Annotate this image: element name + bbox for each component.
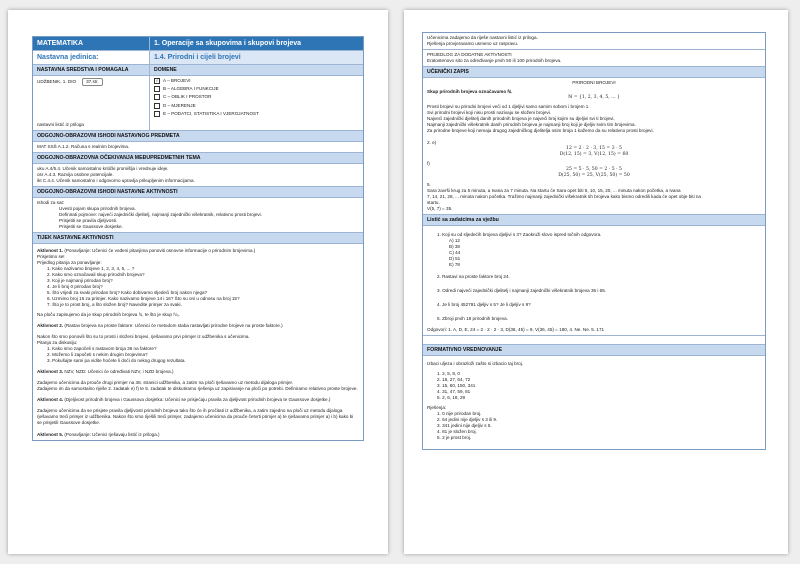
example-2e-line: D(12, 15) = 3, V(12, 15) = 60: [559, 152, 629, 157]
act2-line: Nakon što smo ponovili što su to prosti i složeni brojevi, rješavamo prvi primjer iz udžbenika s učenicima.: [37, 334, 250, 339]
notes-set-label: Skup prirodnih brojeva označavamo ℕ.: [427, 89, 513, 94]
textbook-label: UDŽBENIK, 1. DIO: [37, 79, 77, 84]
resources-domains-row: [33, 65, 363, 131]
worksheet-answers: Odgovori: 1. A, D, E, 24 = 2 · 2 · 2 · 3, D(36, 45) = 9, V(36, 45) = 180, 4. Ne. Ne. 5. 171: [427, 327, 605, 332]
task-1-option: E) 78: [449, 262, 460, 267]
domain-label: A – BROJEVI: [163, 78, 191, 84]
act1-question: 6. Uzmimo broj 15 za primjer. Kako nazivamo brojeve 14 i 16? Što su oni u odnosu na broj 15?: [47, 296, 240, 301]
example-2e-label: 2. e): [427, 140, 437, 145]
spacer: [423, 336, 765, 345]
cross-curricular-line: uku A.4/5.4. Učenik samostalno kritički promišlja i vrednuje ideje.: [37, 166, 169, 171]
example-5-line: 7, 14, 21, 28, ... minuta nakon početka. Tražimo najmanji zajednički višekratnik tih brojeva kako bismo odredili kada će opet obje biti na: [427, 194, 701, 199]
act3-lines: [37, 380, 359, 392]
task-4: 4. Je li broj 452791 djeljiv s 5? Je li djeljiv s 9?: [437, 302, 531, 307]
worksheet-label: nastavni listić iz priloga: [37, 122, 84, 127]
top-line: Učenicima zadajemo da riješe nastavni listić iz priloga.: [427, 35, 538, 40]
solution-item: 1. 0 nije prirodan broj.: [437, 411, 482, 416]
act3-line: Zadajemo im da samostalno riješe 2. zadatak e) f) te 5. zadatak te diskutiramo rješenja uz zapisivanje na ploči po potrebi. Definiramo relativno proste brojeve.: [37, 386, 358, 391]
act1-questions: [37, 266, 359, 308]
activity-outcome-item: Uvesti pojam skupa prirodnih brojeva.: [59, 206, 136, 211]
act4-heading: Aktivnost 4.: [37, 397, 64, 402]
notes-line: Najmanji zajednički višekratnik danih prirodnih brojeva je najmanji broj koji je djeljiv svim tim brojevima.: [427, 122, 636, 127]
example-5-lines: [427, 188, 761, 212]
act3-description: NZV, NZD: Učenici će određivati NZV, i NZD brojeva.): [63, 369, 174, 374]
notes-heading: PRIRODNI BROJEVI: [572, 80, 616, 85]
topic-cell: 1. Operacije sa skupovima i skupovi brojeva: [149, 37, 363, 50]
flow-title: TIJEK NASTAVNE AKTIVNOSTI: [33, 233, 363, 244]
solution-item: 3. 341 jedini nije djeljiv s 5.: [437, 423, 492, 428]
act4-line: Zadajemo učenicima da se prisjete pravila djeljivosti prirodnih brojeva tako što će ih pročitati iz udžbenika, a zatim zajedno na ploči uz metodu dijaloga rješavamo treći primjer iz udžbenika. Nakon što smo riješili treći primjer, zadajemo učenicima da prouče četvrti primjer a) te rješavamo primjer a) i b) kako bi se prisjetili Gaussove dosjetke.: [37, 408, 354, 425]
activity-outcome-item: Prisjetiti se Gaussove dosjetke.: [59, 224, 123, 229]
act1-description: (Ponavljanje: Učenici će vođeni pitanjima ponoviti osnovne informacije o prirodnim brojevima.): [63, 248, 256, 253]
example-5-line: Sara završi krug za 5 minuta, a Ivana za 7 minuta. Na startu će Sara opet biti 5, 10, 15, 20, ... minuta nakon početka, a Ivana: [427, 188, 681, 193]
activity-outcomes-list: [37, 206, 359, 230]
act1-question: 2. Kako smo označavali skup prirodnih brojeva?: [47, 272, 145, 277]
domains-title: DOMENE: [150, 65, 363, 76]
activity-outcomes-title: ODGOJNO-OBRAZOVNI ISHODI NASTAVNE AKTIVNOSTI: [33, 187, 363, 198]
notes-line: Svi prirodni brojevi koji nisu prosti nazivaju se složeni brojevi.: [427, 110, 552, 115]
cross-curricular-line: ikt C.4.4. Učenik samostalno i odgovorno upravlja prikupljenim informacijama.: [37, 178, 195, 183]
solutions-list: [427, 411, 761, 441]
act3-line: Zadajemo učenicima da prouče drugi primjer na 38. stranici udžbenika, a zatim na ploči rješavamo uz metodu dijaloga primjer.: [37, 380, 294, 385]
example-f-line: D(25, 50) = 25, V(25, 50) = 50: [558, 173, 630, 178]
act2-heading: Aktivnost 2.: [37, 323, 64, 328]
formative-intro: Izbaci uljeza i obrazloži zašto si izbacio taj broj.: [427, 361, 524, 366]
domain-label: E – PODATCI, STATISTIKA I VJEROJATNOST: [163, 111, 259, 117]
formative-item: 1. 2, 5, 8, 0: [437, 371, 460, 376]
formative-body: [423, 356, 765, 449]
student-notes-title: UČENIČKI ZAPIS: [423, 67, 765, 78]
example-5-label: 5.: [427, 182, 431, 187]
checkbox-icon[interactable]: [154, 94, 160, 100]
lesson-plan-page-2: [404, 10, 788, 554]
example-5-line: startu.: [427, 200, 440, 205]
task-1-option: B) 38: [449, 244, 460, 249]
act1-line: Prijedlog pitanja za ponavljanje:: [37, 260, 102, 265]
act1-question: 5. Što vrijedi za svaki prirodan broj? Kako dobivamo sljedeći broj nakon njega?: [47, 290, 208, 295]
act1-question: 1. Kako nazivamo brojeve 1, 2, 3, 4, 5, ... ?: [47, 266, 135, 271]
cross-curricular-list: [33, 164, 363, 187]
task-1-option: A) 12: [449, 238, 460, 243]
example-2e-line: 12 = 2 · 2 · 3, 15 = 3 · 5: [566, 146, 622, 151]
task-1-options: [427, 238, 761, 268]
activity-outcomes-intro: Ishodi za sat:: [37, 200, 65, 205]
domain-label: B – ALGEBRA I FUNKCIJE: [163, 86, 219, 92]
extra-activities-title: PRIJEDLOG ZA DODATNE AKTIVNOSTI: [427, 52, 512, 57]
act4-description: (Djeljivost prirodnih brojeva i Gaussova dosjetka: Učenici se prisjećaju pravila za djeljivost prirodnih brojeva te Gaussove dosjetke.): [63, 397, 331, 402]
solutions-label: Rješenja:: [427, 405, 447, 410]
act1-question: 4. Je li broj 0 prirodan broj?: [47, 284, 103, 289]
domain-option[interactable]: [154, 111, 359, 117]
act1-lines: [37, 254, 359, 266]
textbook-page-box: 37.str.: [82, 78, 103, 86]
act2-lines: [37, 334, 359, 346]
formative-items: [427, 371, 761, 401]
lesson-plan-frame: [32, 36, 364, 441]
top-line: Rješenja provjeravamo usmeno uz raspravu.: [427, 41, 519, 46]
act2-question: 1. Kako smo započeli s rastavom broja 36 na faktore?: [47, 346, 157, 351]
checkbox-icon[interactable]: [154, 103, 160, 109]
formative-title: FORMATIVNO VREDNOVANJE: [423, 345, 765, 356]
solution-item: 5. 2 je prost broj.: [437, 435, 472, 440]
notes-line: Za prirodne brojeve koji nemaju drugog zajedničkog djelitelja osim broja 1 kažemo da su relativno prosti brojevi.: [427, 128, 654, 133]
checkbox-icon[interactable]: [154, 86, 160, 92]
domain-label: C – OBLIK I PROSTOR: [163, 94, 212, 100]
example-f-lines: [427, 167, 761, 179]
task-3: 3. Odredi najveći zajednički djelitelj i najmanji zajednički višekratnik brojeva 36 i 65.: [437, 288, 607, 293]
act2-question: 2. Možemo li započeti s nekim drugim brojevima?: [47, 352, 148, 357]
act1-question: 3. Koji je najmanji prirodan broj?: [47, 278, 113, 283]
unit-title: 1.4. Prirodni i cijeli brojevi: [149, 51, 363, 64]
worksheet-body: [423, 226, 765, 336]
example-f-label: f): [427, 161, 430, 166]
act2-line: Pitanja za diskusiju:: [37, 340, 78, 345]
cross-curricular-title: ODGOJNO-OBRAZOVNA OČEKIVANJA MEĐUPREDMETNIH TEMA: [33, 153, 363, 164]
domain-label: D – MJERENJE: [163, 102, 196, 108]
example-f-line: 25 = 5 · 5, 50 = 2 · 5 · 5: [566, 167, 622, 172]
subject-outcomes-title: ODGOJNO-OBRAZOVNI ISHODI NASTAVNOG PREDMETA: [33, 131, 363, 142]
domains-list: [150, 76, 363, 121]
act3-heading: Aktivnost 3.: [37, 369, 64, 374]
act4-lines: [37, 408, 359, 426]
activity-outcome-item: Definirati pojmove: najveći zajednički djelitelj, najmanji zajednički višekratnik, relativno prosti brojevi.: [59, 212, 262, 217]
domain-option[interactable]: [154, 86, 359, 92]
notes-line: Najveći zajednički djelitelj danih prirodnih brojeva je najveći broj kojim su djeljivi svi ti brojevi.: [427, 116, 615, 121]
formative-item: 4. 31, 47, 59, 81: [437, 389, 471, 394]
task-1-option: D) 51: [449, 256, 461, 261]
subject-outcomes-text: MAT SSŠ A.1.2. Računa s realnim brojevima.: [33, 142, 363, 153]
unit-label: Nastavna jedinica:: [33, 51, 149, 64]
unit-row: [33, 51, 363, 65]
lesson-plan-frame-2: [422, 32, 766, 450]
act1-heading: Aktivnost 1.: [37, 248, 64, 253]
resources-col: [33, 65, 149, 130]
act2-question: 3. Pokušajte sami pa vidite hoćete li doći do nekog drugog rezultata.: [47, 358, 186, 363]
lesson-plan-page-1: [8, 10, 388, 554]
flow-body: [33, 244, 363, 440]
domains-col: [149, 65, 363, 130]
act2-questions: [37, 346, 359, 364]
notes-lines: [427, 104, 761, 134]
formative-item: 2. 18, 27, 64, 72: [437, 377, 471, 382]
domain-option[interactable]: [154, 78, 359, 84]
extra-activities-text: Eratostenovo sito za određivanje prvih 50 ili 100 prirodnih brojeva.: [427, 58, 562, 63]
act1-line: Prisjetimo se!: [37, 254, 65, 259]
act2-description: (Rastav brojeva na proste faktore: Učenici će metodom staba rastavljati prirodne brojeve na proste faktore.): [63, 323, 283, 328]
task-1-option: C) 44: [449, 250, 461, 255]
formative-item: 5. 2, 6, 18, 29: [437, 395, 466, 400]
example-2e-lines: [427, 146, 761, 158]
activity-outcome-item: Prisjetiti se pravila djeljivosti.: [59, 218, 118, 223]
checkbox-icon[interactable]: [154, 111, 160, 117]
resources-title: NASTAVNA SREDSTVA I POMAGALA: [33, 65, 149, 76]
formative-item: 3. 15, 60, 150, 341: [437, 383, 476, 388]
act1-end: Na ploču zapisujemo da je skup prirodnih brojeva ℕ, te što je skup ℕ₀.: [37, 312, 181, 317]
task-2: 2. Rastavi na proste faktore broj 24.: [437, 274, 510, 279]
task-1: 1. Koji su od sljedećih brojeva djeljivi s 3? Zaokruži slovo ispred točnih odgovora.: [437, 232, 602, 237]
act5-heading: Aktivnost 5.: [37, 432, 64, 437]
solution-item: 4. 81 je složen broj.: [437, 429, 477, 434]
checkbox-icon[interactable]: ✓: [155, 78, 159, 83]
worksheet-title: Listić sa zadatcima za vježbu: [423, 215, 765, 226]
student-notes-body: [423, 78, 765, 215]
notes-set-formula: ℕ = {1, 2, 3, 4, 5, ... }: [568, 95, 620, 100]
domain-option[interactable]: [154, 94, 359, 100]
top-lines: [423, 33, 765, 50]
solution-item: 2. 64 jedini nije djeljiv s 3 ili 9.: [437, 417, 498, 422]
example-5-line: V(5, 7) = 35.: [427, 206, 453, 211]
subject-cell: MATEMATIKA: [33, 37, 149, 50]
header-row: [33, 37, 363, 51]
notes-line: Prosti brojevi su prirodni brojevi veći od 1 djeljivi samo samim sobom i brojem 1.: [427, 104, 590, 109]
cross-curricular-line: osr A.4.3. Razvija osobne potencijale.: [37, 172, 114, 177]
act5-description: (Ponavljanje: Učenici rješavaju listić iz priloga.): [63, 432, 160, 437]
domain-option[interactable]: [154, 103, 359, 109]
act1-question: 7. Što je to prost broj, a što složen broj? Navedite primjer za svaki.: [47, 302, 182, 307]
task-5: 5. Zbroji prvih 18 prirodnih brojeva.: [437, 316, 508, 321]
